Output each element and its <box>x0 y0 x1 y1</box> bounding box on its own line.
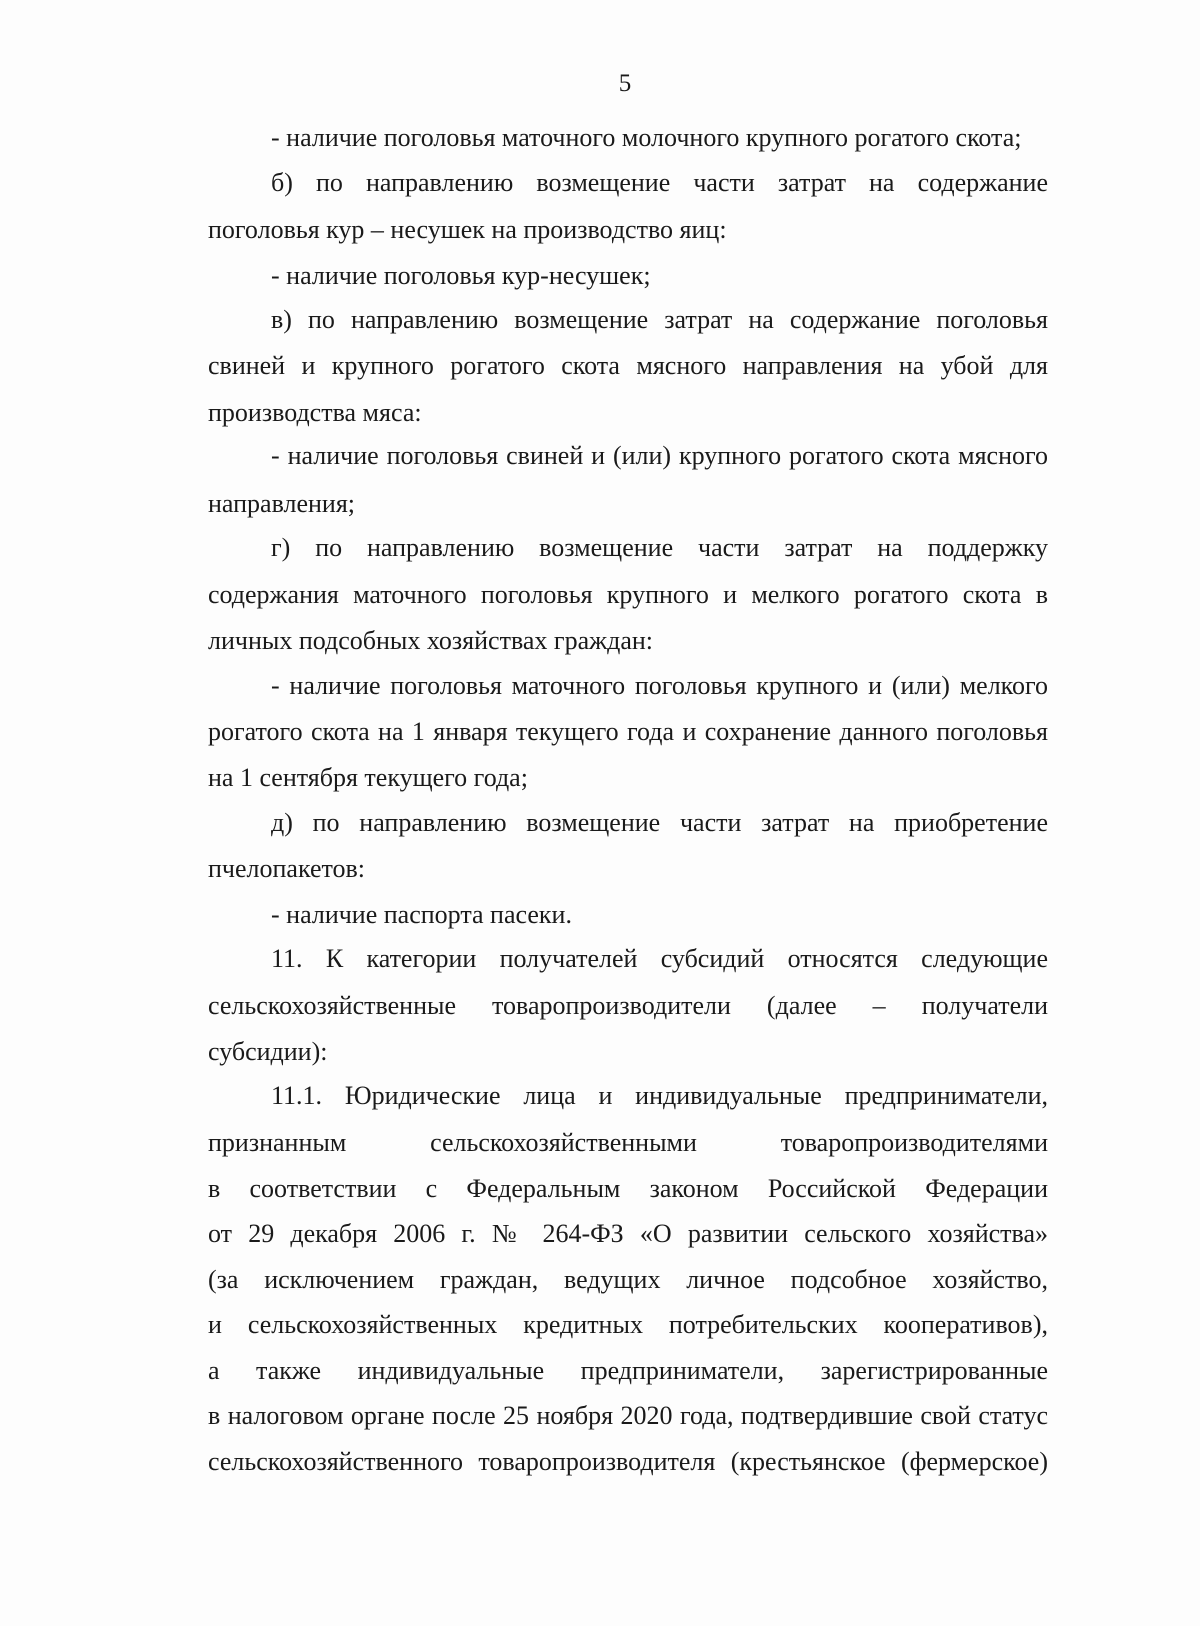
text-line: (за исключением граждан, ведущих личное подсобное хозяйство, <box>208 1265 1048 1294</box>
text-line: производства мяса: <box>208 398 422 427</box>
text-line: 11. К категории получателей субсидий относятся следующие <box>271 944 1048 973</box>
text-line: 11.1. Юридические лица и индивидуальные предприниматели, <box>271 1081 1048 1110</box>
text-line: свиней и крупного рогатого скота мясного направления на убой для <box>208 351 1048 380</box>
text-line: на 1 сентября текущего года; <box>208 763 528 792</box>
text-line: г) по направлению возмещение части затрат на поддержку <box>271 533 1048 562</box>
text-line: - наличие поголовья маточного поголовья крупного и (или) мелкого <box>271 671 1048 700</box>
text-line: сельскохозяйственного товаропроизводителя (крестьянское (фермерское) <box>208 1447 1048 1476</box>
text-line: сельскохозяйственные товаропроизводители (далее – получатели <box>208 991 1048 1020</box>
text-line: в) по направлению возмещение затрат на содержание поголовья <box>271 305 1048 334</box>
text-line: - наличие поголовья кур-несушек; <box>271 261 651 290</box>
text-line: от 29 декабря 2006 г. № 264-ФЗ «О развитии сельского хозяйства» <box>208 1219 1048 1248</box>
text-line: пчелопакетов: <box>208 854 366 883</box>
text-line: в налоговом органе после 25 ноября 2020 года, подтвердившие свой статус <box>208 1401 1048 1430</box>
text-line: и сельскохозяйственных кредитных потребительских кооперативов), <box>208 1310 1048 1339</box>
text-line: рогатого скота на 1 января текущего года и сохранение данного поголовья <box>208 717 1048 746</box>
page-number: 5 <box>618 70 632 97</box>
text-line: субсидии): <box>208 1037 328 1066</box>
text-line: в соответствии с Федеральным законом Российской Федерации <box>208 1174 1048 1203</box>
text-line: - наличие поголовья маточного молочного крупного рогатого скота; <box>271 123 1022 152</box>
text-line: личных подсобных хозяйствах граждан: <box>208 626 653 655</box>
text-line: - наличие поголовья свиней и (или) крупного рогатого скота мясного <box>271 441 1048 470</box>
text-line: поголовья кур – несушек на производство яиц: <box>208 215 727 244</box>
text-line: б) по направлению возмещение части затрат на содержание <box>271 168 1048 197</box>
text-line: признанным сельскохозяйственными товаропроизводителями <box>208 1128 1048 1157</box>
text-line: направления; <box>208 489 356 518</box>
text-line: д) по направлению возмещение части затрат на приобретение <box>271 808 1048 837</box>
text-line: содержания маточного поголовья крупного и мелкого рогатого скота в <box>208 580 1048 609</box>
text-line: а также индивидуальные предприниматели, зарегистрированные <box>208 1356 1048 1385</box>
text-line: - наличие паспорта пасеки. <box>271 900 572 929</box>
